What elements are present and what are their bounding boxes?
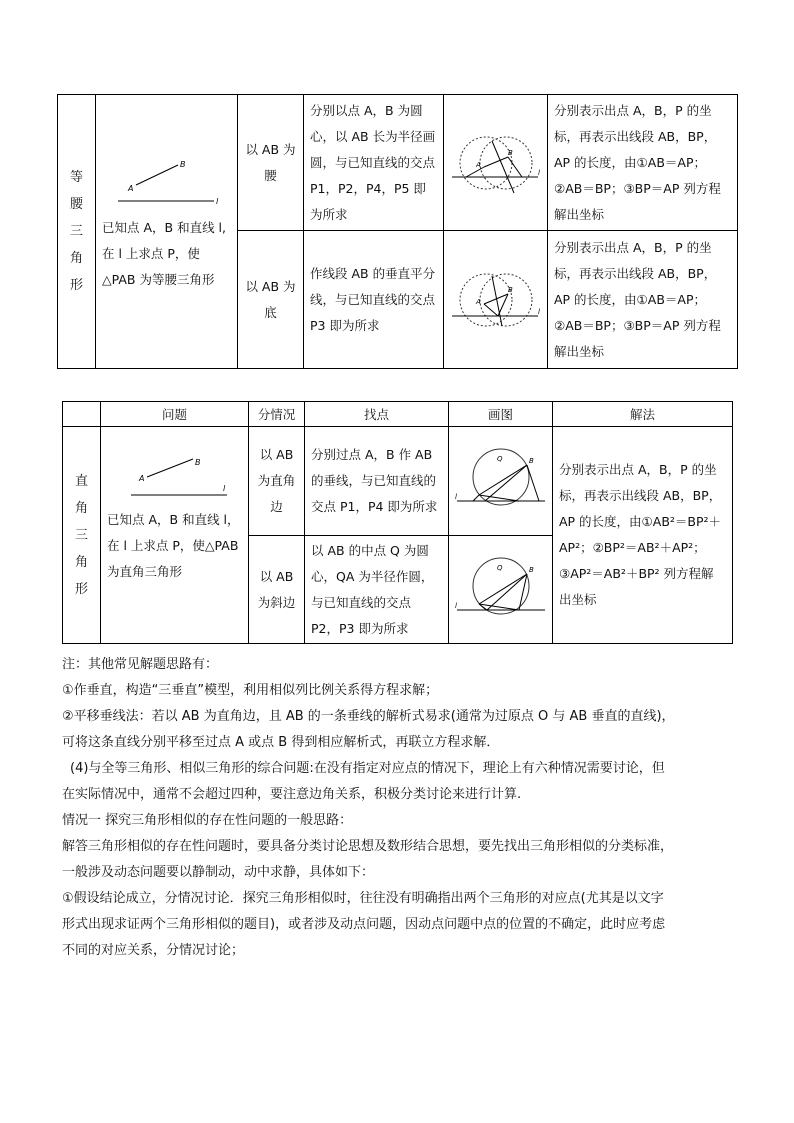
svg-text:l: l [537,307,540,316]
svg-text:B: B [528,457,534,465]
svg-text:A: A [128,184,134,193]
svg-text:l: l [216,197,219,206]
paragraph: 解答三角形相似的存在性问题时，要具备分类讨论思想及数形结合思想，要先找出三角形相似的分类标准， [62,839,674,854]
note-item: ①作垂直，构造“三垂直”模型，利用相似列比例关系得方程求解； [62,683,439,698]
find-point-text: 分别过点 A，B 作 AB 的垂线，与已知直线的交点 P1，P4 即为所求 [305,427,449,536]
problem-text-isosceles: 已知点 A，B 和直线 l, 在 l 上求点 P，使△PAB 为等腰三角形 [102,220,226,287]
header-problem: 问题 [101,402,249,427]
paragraph: 在实际情况中，通常不会超过四种，要注意边角关系，积极分类讨论来进行计算. [62,787,522,802]
problem-cell-right [101,427,249,644]
svg-text:B: B [180,160,186,169]
svg-text:B: B [507,148,513,157]
svg-text:l: l [223,484,226,493]
drawing-cell [444,231,548,369]
section-heading: 情况一 探究三角形相似的存在性问题的一般思路： [62,813,353,828]
drawing-cell [449,427,553,536]
header-blank [63,402,101,427]
svg-text:B: B [195,458,201,467]
problem-text-right: 已知点 A，B 和直线 l，在 l 上求点 P，使△PAB 为直角三角形 [107,512,240,579]
find-point-text: 作线段 AB 的垂直平分线，与已知直线的交点 P3 即为所求 [304,231,444,369]
case-label: 以 AB 为腰 [238,95,304,231]
solution-text: 分别表示出点 A，B，P 的坐标，再表示出线段 AB，BP，AP 的长度，由①AB＝AP；②AB＝BP；③BP＝AP 列方程解出坐标 [548,231,738,369]
drawing-cell [449,536,553,644]
note-item: ②平移垂线法：若以 AB 为直角边，且 AB 的一条垂线的解析式易求(通常为过原点 O 与 AB 垂直的直线)， [62,709,675,724]
header-draw: 画图 [449,402,553,427]
svg-text:Q: Q [496,455,503,463]
paragraph: ①假设结论成立，分情况讨论．探究三角形相似时，往往没有明确指出两个三角形的对应点(尤其是以文字 [62,891,664,906]
problem-cell-isosceles [96,95,238,369]
header-find: 找点 [305,402,449,427]
find-point-text: 以 AB 的中点 Q 为圆心，QA 为半径作圆，与已知直线的交点 P2，P3 即为所求 [305,536,449,644]
notes-title: 注：其他常见解题思路有： [62,657,219,672]
svg-text:Q: Q [496,563,503,572]
perpendicular-bisector-figure [448,260,544,340]
segment-ab-figure [109,457,249,507]
circle-diameter-figure [453,550,549,630]
notes-section [62,652,742,964]
paragraph: 形式出现求证两个三角形相似的题目)，或者涉及动点问题，因动点问题中点的位置的不确定，此时应考虑 [62,917,666,932]
solution-text: 分别表示出点 A，B，P 的坐标，再表示出线段 AB，BP，AP 的长度，由①AB²＝BP²＋AP²；②BP²＝AB²＋AP²；③AP²＝AB²＋BP² 列方程解出坐标 [553,427,733,644]
case-label: 以 AB 为斜边 [249,536,305,644]
two-circles-figure [448,123,544,203]
case-label: 以 AB 为底 [238,231,304,369]
type-label-isosceles: 等腰三角形 [58,95,96,369]
svg-text:B: B [528,565,534,574]
svg-text:l: l [454,493,457,501]
svg-text:A: A [475,297,481,306]
segment-ab-figure [102,159,232,219]
svg-text:l: l [454,601,457,610]
perpendiculars-figure [453,441,549,521]
header-case: 分情况 [249,402,305,427]
svg-text:A: A [139,474,145,483]
case-label: 以 AB 为直角边 [249,427,305,536]
paragraph: 不同的对应关系，分情况讨论； [62,943,245,958]
find-point-text: 分别以点 A，B 为圆心，以 AB 长为半径画圆，与已知直线的交点 P1，P2，P4，P5 即为所求 [304,95,444,231]
right-triangle-table [62,401,733,644]
drawing-cell [444,95,548,231]
header-solve: 解法 [553,402,733,427]
paragraph: 一般涉及动态问题要以静制动，动中求静，具体如下： [62,865,375,880]
paragraph: (4)与全等三角形、相似三角形的综合问题:在没有指定对应点的情况下，理论上有六种情况需要讨论，但 [70,761,665,776]
isosceles-table [57,94,738,369]
svg-text:B: B [507,285,513,294]
svg-text:A: A [475,160,481,169]
note-item: 可将这条直线分别平移至过点 A 或点 B 得到相应解析式，再联立方程求解． [62,735,500,750]
solution-text: 分别表示出点 A，B，P 的坐标，再表示出线段 AB，BP，AP 的长度，由①AB＝AP；②AB＝BP；③BP＝AP 列方程解出坐标 [548,95,738,231]
svg-text:l: l [537,168,540,177]
type-label-right: 直角三角形 [63,427,101,644]
